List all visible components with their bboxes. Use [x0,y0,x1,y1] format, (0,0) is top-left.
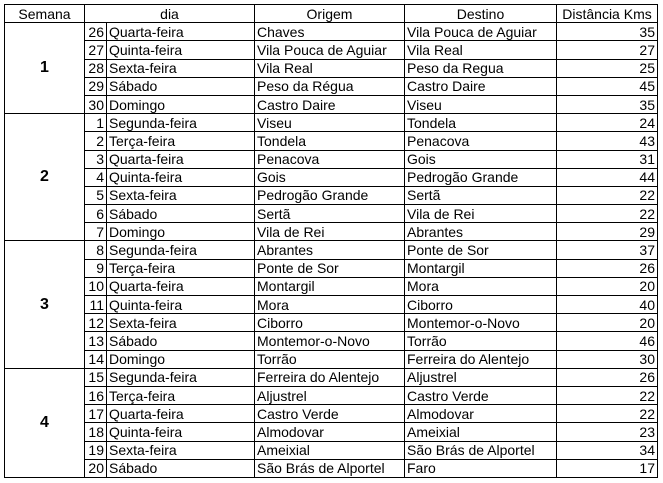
day-number: 17 [85,405,107,423]
table-row [5,241,658,259]
day-number: 20 [85,459,107,477]
destination-cell: Ponte de Sor [405,241,557,259]
day-number: 1 [85,114,107,132]
weekday: Sexta-feira [107,59,255,77]
destination-cell: Montargil [405,259,557,277]
day-number: 11 [85,296,107,314]
distance-cell: 20 [557,277,658,295]
origin-cell: Ponte de Sor [255,259,405,277]
destination-cell: Ciborro [405,296,557,314]
distance-cell: 22 [557,205,658,223]
distance-cell: 37 [557,241,658,259]
weekday: Sábado [107,332,255,350]
table-body [5,23,658,478]
weekday: Sexta-feira [107,186,255,204]
table-row [5,441,658,459]
table-row [5,423,658,441]
table-row [5,114,658,132]
distance-cell: 46 [557,332,658,350]
day-number: 29 [85,77,107,95]
destination-cell: Ferreira do Alentejo [405,350,557,368]
table-row [5,205,658,223]
header-origem: Origem [255,5,405,23]
day-number: 6 [85,205,107,223]
table-row [5,459,658,477]
distance-cell: 31 [557,150,658,168]
table-row [5,150,658,168]
destination-cell: Mora [405,277,557,295]
weekday: Sábado [107,205,255,223]
day-number: 14 [85,350,107,368]
day-number: 9 [85,259,107,277]
day-number: 30 [85,95,107,113]
origin-cell: Chaves [255,23,405,41]
table-row [5,332,658,350]
origin-cell: Vila de Rei [255,223,405,241]
origin-cell: Gois [255,168,405,186]
header-dia: dia [85,5,255,23]
destination-cell: Castro Daire [405,77,557,95]
destination-cell: Torrão [405,332,557,350]
destination-cell: Viseu [405,95,557,113]
weekday: Sexta-feira [107,314,255,332]
origin-cell: Tondela [255,132,405,150]
distance-cell: 22 [557,405,658,423]
origin-cell: Castro Verde [255,405,405,423]
day-number: 16 [85,386,107,404]
distance-cell: 26 [557,368,658,386]
origin-cell: Penacova [255,150,405,168]
weekday: Sábado [107,77,255,95]
table-row [5,77,658,95]
day-number: 13 [85,332,107,350]
weekday: Segunda-feira [107,241,255,259]
week-number: 3 [5,241,85,368]
weekday: Terça-feira [107,386,255,404]
table-row [5,277,658,295]
origin-cell: Montemor-o-Novo [255,332,405,350]
origin-cell: Almodovar [255,423,405,441]
destination-cell: Sertã [405,186,557,204]
distance-cell: 25 [557,59,658,77]
day-number: 7 [85,223,107,241]
origin-cell: Castro Daire [255,95,405,113]
table-row [5,41,658,59]
destination-cell: Peso da Regua [405,59,557,77]
table-row [5,350,658,368]
weekday: Quinta-feira [107,168,255,186]
day-number: 28 [85,59,107,77]
origin-cell: Viseu [255,114,405,132]
destination-cell: São Brás de Alportel [405,441,557,459]
distance-cell: 22 [557,386,658,404]
table-row [5,386,658,404]
origin-cell: Sertã [255,205,405,223]
table-row [5,59,658,77]
destination-cell: Aljustrel [405,368,557,386]
distance-cell: 22 [557,186,658,204]
table-row [5,186,658,204]
distance-cell: 24 [557,114,658,132]
distance-cell: 35 [557,23,658,41]
day-number: 27 [85,41,107,59]
table-row [5,259,658,277]
day-number: 8 [85,241,107,259]
weekday: Quinta-feira [107,41,255,59]
destination-cell: Vila Real [405,41,557,59]
day-number: 5 [85,186,107,204]
header-row [5,5,658,23]
week-number: 1 [5,23,85,114]
distance-cell: 34 [557,441,658,459]
distance-cell: 30 [557,350,658,368]
weekday: Domingo [107,350,255,368]
table-row [5,23,658,41]
distance-cell: 35 [557,95,658,113]
table-row [5,132,658,150]
day-number: 15 [85,368,107,386]
header-semana: Semana [5,5,85,23]
weekday: Sexta-feira [107,441,255,459]
origin-cell: Pedrogão Grande [255,186,405,204]
day-number: 19 [85,441,107,459]
weekday: Segunda-feira [107,368,255,386]
distance-cell: 26 [557,259,658,277]
destination-cell: Tondela [405,114,557,132]
origin-cell: Peso da Régua [255,77,405,95]
weekday: Domingo [107,95,255,113]
destination-cell: Pedrogão Grande [405,168,557,186]
distance-cell: 20 [557,314,658,332]
distance-cell: 17 [557,459,658,477]
destination-cell: Castro Verde [405,386,557,404]
weekday: Quarta-feira [107,23,255,41]
table-row [5,168,658,186]
weekday: Quinta-feira [107,423,255,441]
origin-cell: Aljustrel [255,386,405,404]
origin-cell: Torrão [255,350,405,368]
day-number: 18 [85,423,107,441]
origin-cell: São Brás de Alportel [255,459,405,477]
distance-cell: 44 [557,168,658,186]
day-number: 12 [85,314,107,332]
destination-cell: Montemor-o-Novo [405,314,557,332]
route-table [4,4,658,478]
destination-cell: Ameixial [405,423,557,441]
origin-cell: Mora [255,296,405,314]
weekday: Quarta-feira [107,277,255,295]
day-number: 4 [85,168,107,186]
weekday: Terça-feira [107,259,255,277]
origin-cell: Vila Real [255,59,405,77]
destination-cell: Almodovar [405,405,557,423]
destination-cell: Abrantes [405,223,557,241]
origin-cell: Ferreira do Alentejo [255,368,405,386]
distance-cell: 40 [557,296,658,314]
week-number: 4 [5,368,85,477]
destination-cell: Penacova [405,132,557,150]
table-row [5,95,658,113]
weekday: Terça-feira [107,132,255,150]
weekday: Sábado [107,459,255,477]
header-destino: Destino [405,5,557,23]
header-distancia: Distância Kms [557,5,658,23]
origin-cell: Vila Pouca de Aguiar [255,41,405,59]
weekday: Quarta-feira [107,150,255,168]
day-number: 3 [85,150,107,168]
weekday: Domingo [107,223,255,241]
distance-cell: 43 [557,132,658,150]
distance-cell: 27 [557,41,658,59]
day-number: 2 [85,132,107,150]
origin-cell: Montargil [255,277,405,295]
day-number: 10 [85,277,107,295]
table-row [5,368,658,386]
table-row [5,223,658,241]
origin-cell: Ameixial [255,441,405,459]
destination-cell: Faro [405,459,557,477]
origin-cell: Ciborro [255,314,405,332]
destination-cell: Gois [405,150,557,168]
day-number: 26 [85,23,107,41]
weekday: Quarta-feira [107,405,255,423]
weekday: Segunda-feira [107,114,255,132]
distance-cell: 29 [557,223,658,241]
table-row [5,405,658,423]
week-number: 2 [5,114,85,241]
table-row [5,314,658,332]
origin-cell: Abrantes [255,241,405,259]
destination-cell: Vila Pouca de Aguiar [405,23,557,41]
distance-cell: 23 [557,423,658,441]
destination-cell: Vila de Rei [405,205,557,223]
distance-cell: 45 [557,77,658,95]
table-row [5,296,658,314]
weekday: Quinta-feira [107,296,255,314]
